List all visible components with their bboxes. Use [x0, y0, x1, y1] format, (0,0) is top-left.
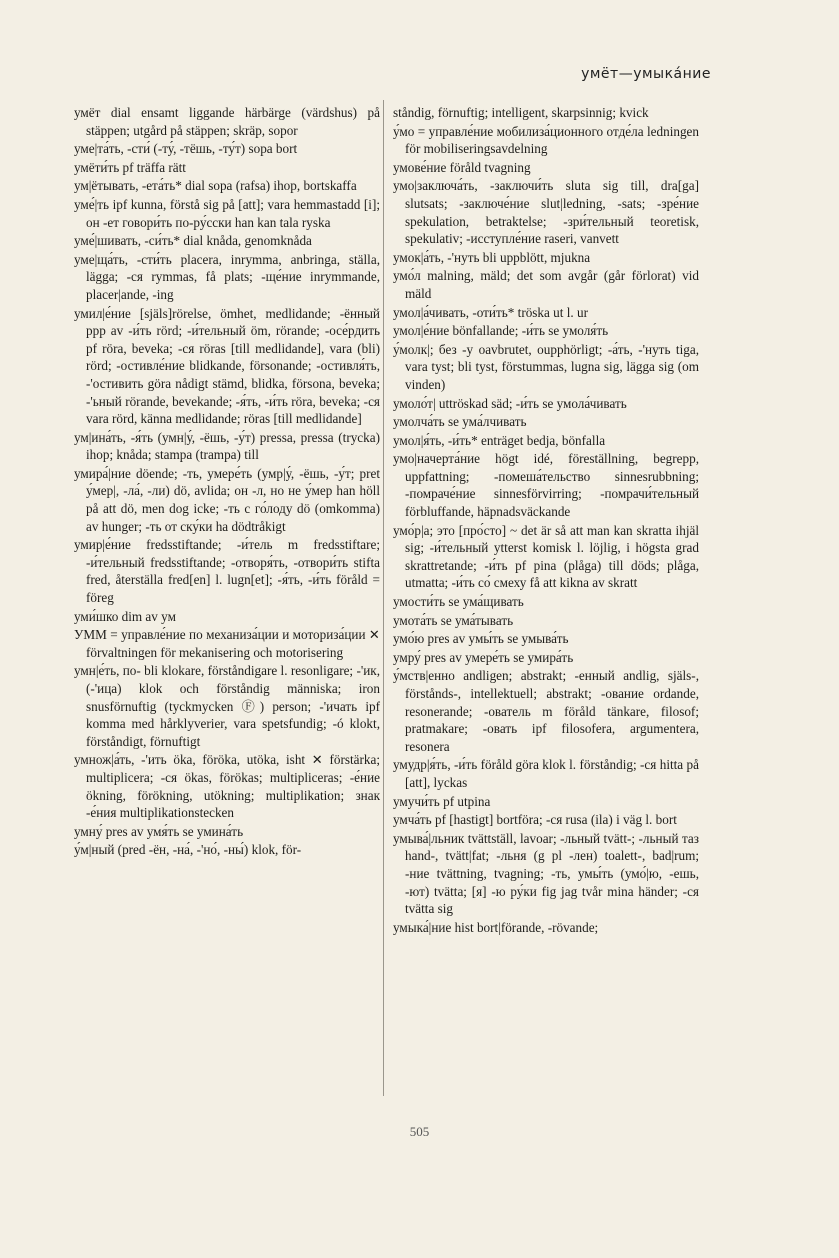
dictionary-entry: умил|е́ние [själs]rörelse, ömhet, medlidande; -ённый ppp av -и́ть rörd; -и́тельный öm, rörande; -осе́рдить pf röra, beveka; -ся röras [till medlidande], vara (bli) rörd; -остивле́ние blidkande, försonande; -остивля́ть, -'остивить göra nådigt stämd, blidka, försona, beveka; -'ьный rörande, bevekande; -я́ть, -и́ть röra, beveka; -ся vara rörd, känna medlidande; röras [till medlidande]	[74, 305, 380, 427]
dictionary-entry: умёти́ть pf träffa rätt	[74, 159, 186, 175]
dictionary-entry: умыка́|ние hist bort|förande, -rövande;	[393, 919, 599, 935]
dictionary-entry: у́молк|; без -у oavbrutet, oupphörligt; -а́ть, -'нуть tiga, vara tyst; bli tyst, förstummas, lugna sig, lägga sig (om vinden)	[393, 341, 699, 392]
dictionary-entry: умо|заключа́ть, -заключи́ть sluta sig till, dra[ga] slutsats; -заключе́ние slut|ledning, -sats; -зре́ние spekulation, betraktelse; -зри́тельный teoretisk, spekulativ; -исступле́ние raseri, vanvett	[393, 178, 699, 247]
dictionary-entry: умо́л malning, mäld; det som avgår (går förlorat) vid mäld	[393, 268, 699, 301]
left-column	[74, 104, 380, 860]
dictionary-entry: умудр|я́ть, -и́ть föråld göra klok l. förståndig; -ся hitta på [att], lyckas	[393, 757, 699, 790]
dictionary-entry: умо|начерта́ние högt idé, föreställning, begrepp, uppfattning; -помеша́тельство sinnesrubbning; -помраче́ние sinnesförvirring; -помрачи́тельный förbluffande, häpnadsväckande	[393, 451, 699, 520]
running-head: умёт—умыка́ние	[581, 66, 711, 82]
dictionary-entry: ум|ётывать, -ета́ть* dial sopa (rafsa) ihop, bortskaffa	[74, 178, 357, 194]
dictionary-entry: УММ = управле́ние по механиза́ции и моториза́ции ✕ förvaltningen för mekanisering och motorisering	[74, 627, 380, 660]
dictionary-entry: умота́ть se ума́тывать	[393, 612, 514, 628]
dictionary-entry: умости́ть se ума́щивать	[393, 594, 524, 610]
dictionary-entry: умыва́|льник tvättställ, lavoar; -льный tvätt-; -льный таз hand-, tvätt|fat; -льня (g pl -лен) toalett-, bad|rum; -ние tvättning, tvagning; -ть, умы́ть (умо́|ю, -ешь, -ют) tvätta; [я] -ю ру́ки fig jag tvår mina händer; -ся tvätta sig	[393, 830, 699, 917]
dictionary-entry: умо́ю pres av умы́ть se умыва́ть	[393, 631, 569, 647]
dictionary-entry: ум|ина́ть, -я́ть (умн|у́, -ёшь, -у́т) pressa, pressa (trycka) ihop; knåda; stampa (trampa) till	[74, 429, 380, 463]
dictionary-entry: уми́шко dim av ум	[74, 608, 176, 624]
dictionary-entry: умир|е́ние fredsstiftande; -и́тель m fredsstiftare; -и́тельный fredsstiftande; -отворя́ть, -отвори́ть stifta fred, återställa fred[en] l. lugn[et]; -я́ть, -и́ть föråld = föreg	[74, 537, 380, 606]
dictionary-entry: у́мо = управле́ние мобилиза́ционного отде́ла ledningen för mobiliseringsavdelning	[393, 123, 699, 157]
dictionary-entry: умоло́т| uttröskad säd; -и́ть se умола́чивать	[393, 395, 627, 411]
dictionary-entry: у́мств|енно andligen; abstrakt; -енный andlig, själs-, förstånds-, intellektuell; abstrakt; -ование ordande, resonerande; -ователь m föråld tänkare, filosof; pratmakare; -овать ipf filosofera, argumentera, resonera	[393, 668, 699, 754]
dictionary-entry: умёт dial ensamt liggande härbärge (värdshus) på stäppen; utgård på stäppen; skräp, sopor	[74, 105, 380, 138]
dictionary-entry: умира́|ние döende; -ть, умере́ть (умр|у́, -ёшь, -у́т; pret у́мер|, -ла́, -ли) dö, avlida; он -л, но не у́мер han höll på att dö, men dog icke; -ть с го́лоду dö (omkomma) av hunger; -ть от ску́ки ha dödtråkigt	[74, 465, 380, 534]
dictionary-entry: умн|е́ть, по- bli klokare, förståndigare l. resonligare; -'ик, (-'ица) klok och förståndig människa; iron snusförnuftig (tyckmycken Ⓕ) person; -'ичать ipf komma med hårklyverier, vara spetsfundig; -ó klokt, förståndigt, förnuftigt	[74, 663, 380, 749]
dictionary-entry: уме|та́ть, -сти́ (-ту́, -тёшь, -ту́т) sopa bort	[74, 141, 298, 157]
dictionary-entry: умолча́ть se ума́лчивать	[393, 414, 527, 430]
dictionary-entry: ståndig, förnuftig; intelligent, skarpsinnig; kvick	[393, 105, 649, 120]
right-column	[393, 104, 699, 937]
dictionary-entry: умол|е́ние bönfallande; -и́ть se умоля́ть	[393, 323, 609, 339]
dictionary-entry: уме́|шивать, -си́ть* dial knåda, genomknåda	[74, 233, 312, 249]
dictionary-entry: умок|а́ть, -'нуть bli uppblött, mjukna	[393, 249, 591, 265]
dictionary-entry: уме|ща́ть, -сти́ть placera, inrymma, anbringa, ställa, lägga; -ся rymmas, få plats; -ще́ние inrymmande, placer|ande, -ing	[74, 251, 380, 302]
dictionary-entry: у́м|ный (pred -ён, -на́, -'но́, -ны́) klok, för-	[74, 842, 302, 858]
dictionary-entry: умну́ pres av умя́ть se умина́ть	[74, 823, 244, 839]
dictionary-entry: умyчи́ть pf utpina	[393, 793, 491, 809]
column-divider	[383, 100, 384, 1096]
dictionary-entry: умча́ть pf [hastigt] bortföra; -ся rusa (ila) i väg l. bort	[393, 812, 677, 828]
dictionary-entry: умнож|а́ть, -'ить öka, föröka, utöka, isht ✕ förstärka; multiplicera; -ся ökas, förökas; multipliceras; -е́ние ökning, förökning, utökning; multiplikation; знак -е́ния multiplikationstecken	[74, 752, 380, 821]
dictionary-entry: умо́р|а; это [про́сто] ~ det är så att man kan skratta ihjäl sig; -и́тельный ytterst komisk l. löjlig, i högsta grad skrattretande; -и́ть pf pina (plåga) till döds; plåga, utmatta; -и́ть со́ смеху få att kikna av skratt	[393, 522, 699, 591]
dictionary-entry: уме́|ть ipf kunna, förstå sig på [att]; vara hemmastadd [i]; он -ет говори́ть по-ру́сски han kan tala ryska	[74, 196, 380, 230]
dictionary-entry: умру́ pres av умере́ть se умира́ть	[393, 649, 574, 665]
page-number: 505	[409, 1124, 430, 1139]
dictionary-entry: умол|а́чивать, -оти́ть* tröska ut l. ur	[393, 304, 588, 320]
dictionary-entry: умол|я́ть, -и́ть* enträget bedja, bönfalla	[393, 432, 606, 448]
dictionary-entry: умове́ние föråld tvagning	[393, 159, 531, 175]
